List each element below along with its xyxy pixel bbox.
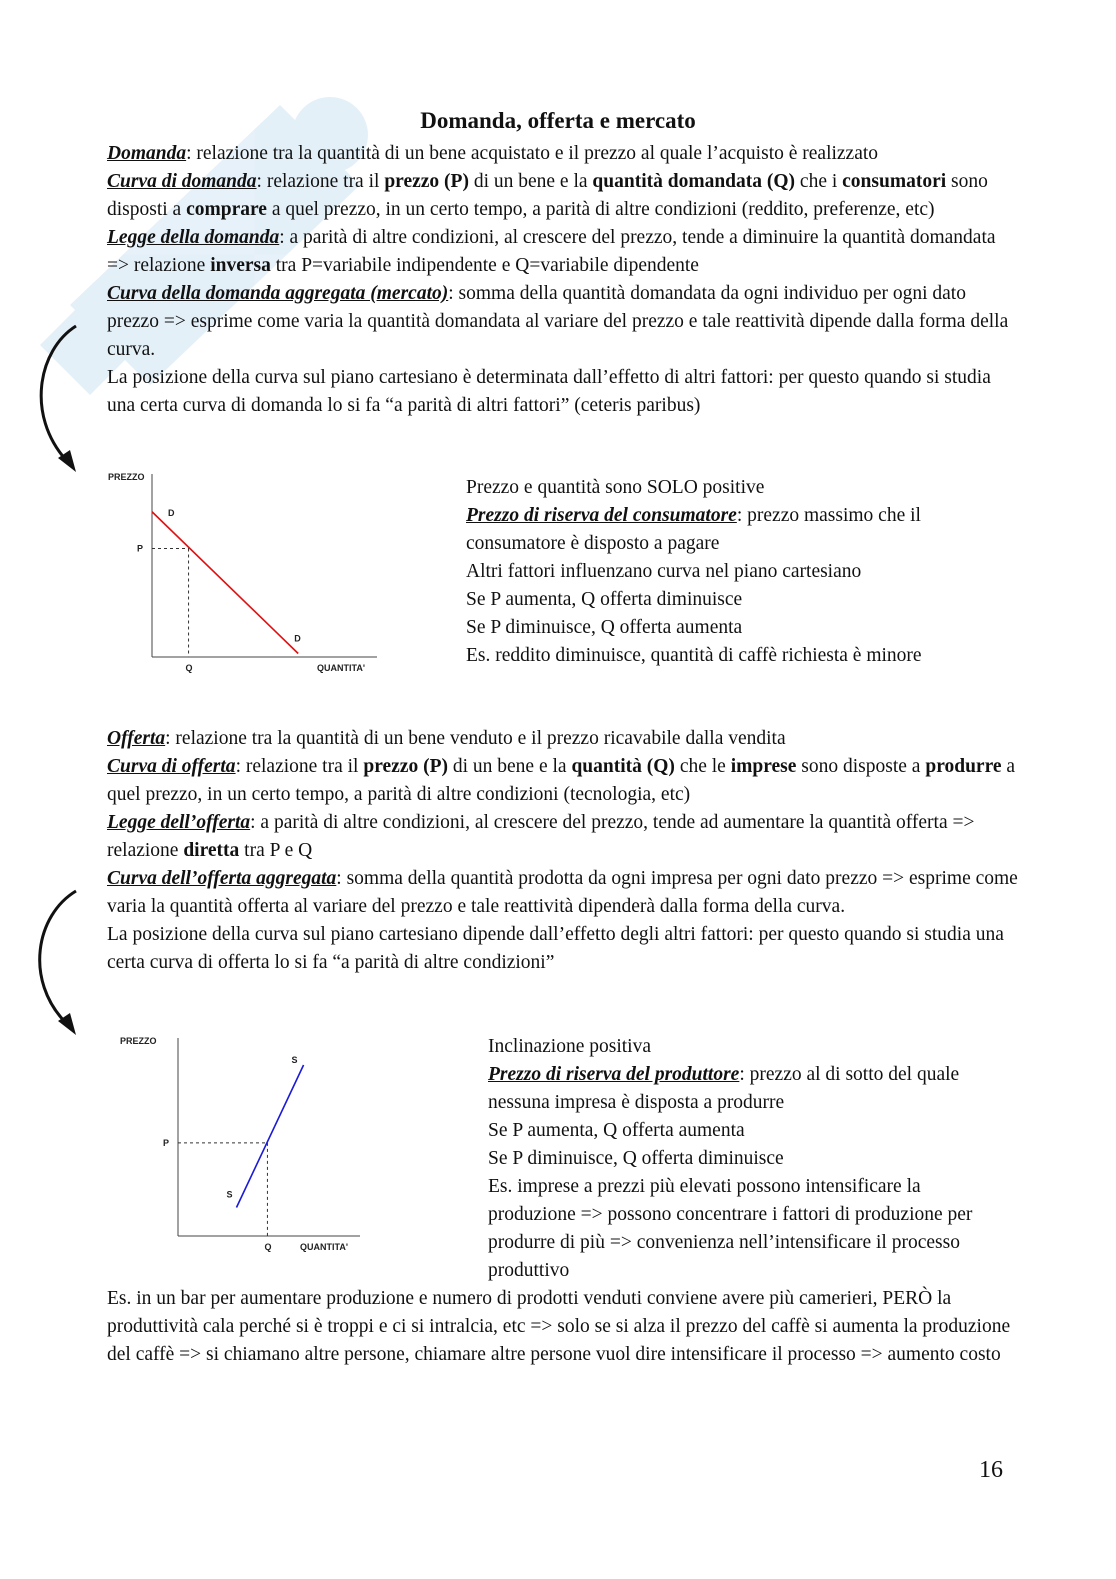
y-axis-label: PREZZO <box>120 1036 157 1046</box>
price-point-label: P <box>137 543 144 554</box>
term-prezzo-riserva-produttore: Prezzo di riserva del produttore <box>488 1064 740 1085</box>
curve-line <box>152 512 298 654</box>
bar-example: Es. in un bar per aumentare produzione e numero di prodotti venduti conviene avere più camerieri, PERÒ la produttività cala perché si è troppi e ci si intralcia, etc => solo se si alza il prezzo del caffè si aumenta la produzione del caffè => si chiamano altre persone, chiamare altre persone vuol dire intensificare il processo => aumento costo <box>107 1288 1011 1365</box>
curve-label-start: D <box>168 507 175 518</box>
term-legge-offerta: Legge dell’offerta <box>107 812 251 833</box>
term-domanda-aggregata: Curva della domanda aggregata (mercato) <box>107 283 449 304</box>
term-curva-di-offerta: Curva di offerta <box>107 756 236 777</box>
note-p-down: Se P diminuisce, Q offerta diminuisce <box>488 1148 784 1169</box>
demand-chart <box>100 470 450 680</box>
supply-chart <box>112 1030 472 1260</box>
note-p-down: Se P diminuisce, Q offerta aumenta <box>466 617 743 638</box>
x-axis-label: QUANTITA' <box>317 663 365 673</box>
supply-law: Legge dell’offerta: a parità di altre condizioni, al crescere del prezzo, tende ad aumentare la quantità offerta => relazione diretta tra P e Q <box>107 812 975 861</box>
curve-label-start: S <box>226 1189 233 1200</box>
curve-label-end: D <box>294 633 301 644</box>
term-offerta-aggregata: Curva dell’offerta aggregata <box>107 868 337 889</box>
term-prezzo-riserva-consumatore: Prezzo di riserva del consumatore <box>466 505 737 526</box>
supply-example <box>107 1285 1022 1369</box>
demand-definition: Domanda: relazione tra la quantità di un bene acquistato e il prezzo al quale l’acquisto è realizzato <box>107 143 879 164</box>
note-producer-reserve: Prezzo di riserva del produttore: prezzo al di sotto del quale nessuna impresa è disposta a produrre <box>488 1064 960 1113</box>
demand-section <box>107 140 1022 420</box>
demand-notes <box>466 474 1006 670</box>
term-domanda: Domanda <box>107 143 187 164</box>
x-axis-label: QUANTITA' <box>300 1242 348 1252</box>
note-p-up: Se P aumenta, Q offerta aumenta <box>488 1120 745 1141</box>
note-other-factors: Altri fattori influenzano curva nel piano cartesiano <box>466 561 862 582</box>
supply-aggregate: Curva dell’offerta aggregata: somma della quantità prodotta da ogni impresa per ogni dato prezzo => esprime come varia la quantità offerta al variare del prezzo e tale reattività dipenderà dalla forma della curva. <box>107 868 1018 917</box>
term-curva-di-domanda: Curva di domanda <box>107 171 257 192</box>
note-slope: Inclinazione positiva <box>488 1036 651 1057</box>
curve-label-end: S <box>291 1055 298 1065</box>
page-number: 16 <box>979 1457 1003 1483</box>
demand-aggregate: Curva della domanda aggregata (mercato): somma della quantità domandata da ogni individuo per ogni dato prezzo => esprime come varia la quantità domandata al variare del prezzo e tale reattività dipende dalla forma della curva. <box>107 283 1009 360</box>
note-example: Es. imprese a prezzi più elevati possono intensificare la produzione => possono concentrare i fattori di produzione per produrre di più => convenienza nell’intensificare il processo produttivo <box>488 1176 973 1281</box>
supply-definition: Offerta: relazione tra la quantità di un bene venduto e il prezzo ricavabile dalla vendita <box>107 728 786 749</box>
demand-curve-definition: Curva di domanda: relazione tra il prezzo (P) di un bene e la quantità domandata (Q) che i consumatori sono disposti a comprare a quel prezzo, in un certo tempo, a parità di altre condizioni (reddito, preferenze, etc) <box>107 171 988 220</box>
quantity-point-label: Q <box>264 1242 272 1252</box>
quantity-point-label: Q <box>185 663 193 673</box>
supply-curve-definition: Curva di offerta: relazione tra il prezzo (P) di un bene e la quantità (Q) che le imprese sono disposte a produrre a quel prezzo, in un certo tempo, a parità di altre condizioni (tecnologia, etc) <box>107 756 1016 805</box>
demand-position: La posizione della curva sul piano cartesiano è determinata dall’effetto di altri fattori: per questo quando si studia una certa curva di domanda lo si fa “a parità di altri fattori” (ceteris paribus) <box>107 367 991 416</box>
y-axis-label: PREZZO <box>108 472 145 482</box>
note-positive: Prezzo e quantità sono SOLO positive <box>466 477 765 498</box>
price-point-label: P <box>163 1137 170 1148</box>
curved-arrow-icon <box>28 320 88 480</box>
demand-law: Legge della domanda: a parità di altre condizioni, al crescere del prezzo, tende a diminuire la quantità domandata => relazione inversa tra P=variabile indipendente e Q=variabile dipendente <box>107 227 996 276</box>
note-p-up: Se P aumenta, Q offerta diminuisce <box>466 589 743 610</box>
page-title: Domanda, offerta e mercato <box>420 108 696 133</box>
curved-arrow-icon <box>26 885 86 1045</box>
term-legge-della-domanda: Legge della domanda <box>107 227 280 248</box>
supply-section <box>107 725 1022 977</box>
curve-line <box>236 1065 303 1208</box>
note-example: Es. reddito diminuisce, quantità di caffè richiesta è minore <box>466 645 922 666</box>
term-offerta: Offerta <box>107 728 166 749</box>
supply-notes <box>488 1033 1000 1285</box>
supply-position: La posizione della curva sul piano cartesiano dipende dall’effetto degli altri fattori: per questo quando si studia una certa curva di offerta lo si fa “a parità di altre condizioni” <box>107 924 1004 973</box>
note-consumer-reserve: Prezzo di riserva del consumatore: prezzo massimo che il consumatore è disposto a pagare <box>466 505 921 554</box>
